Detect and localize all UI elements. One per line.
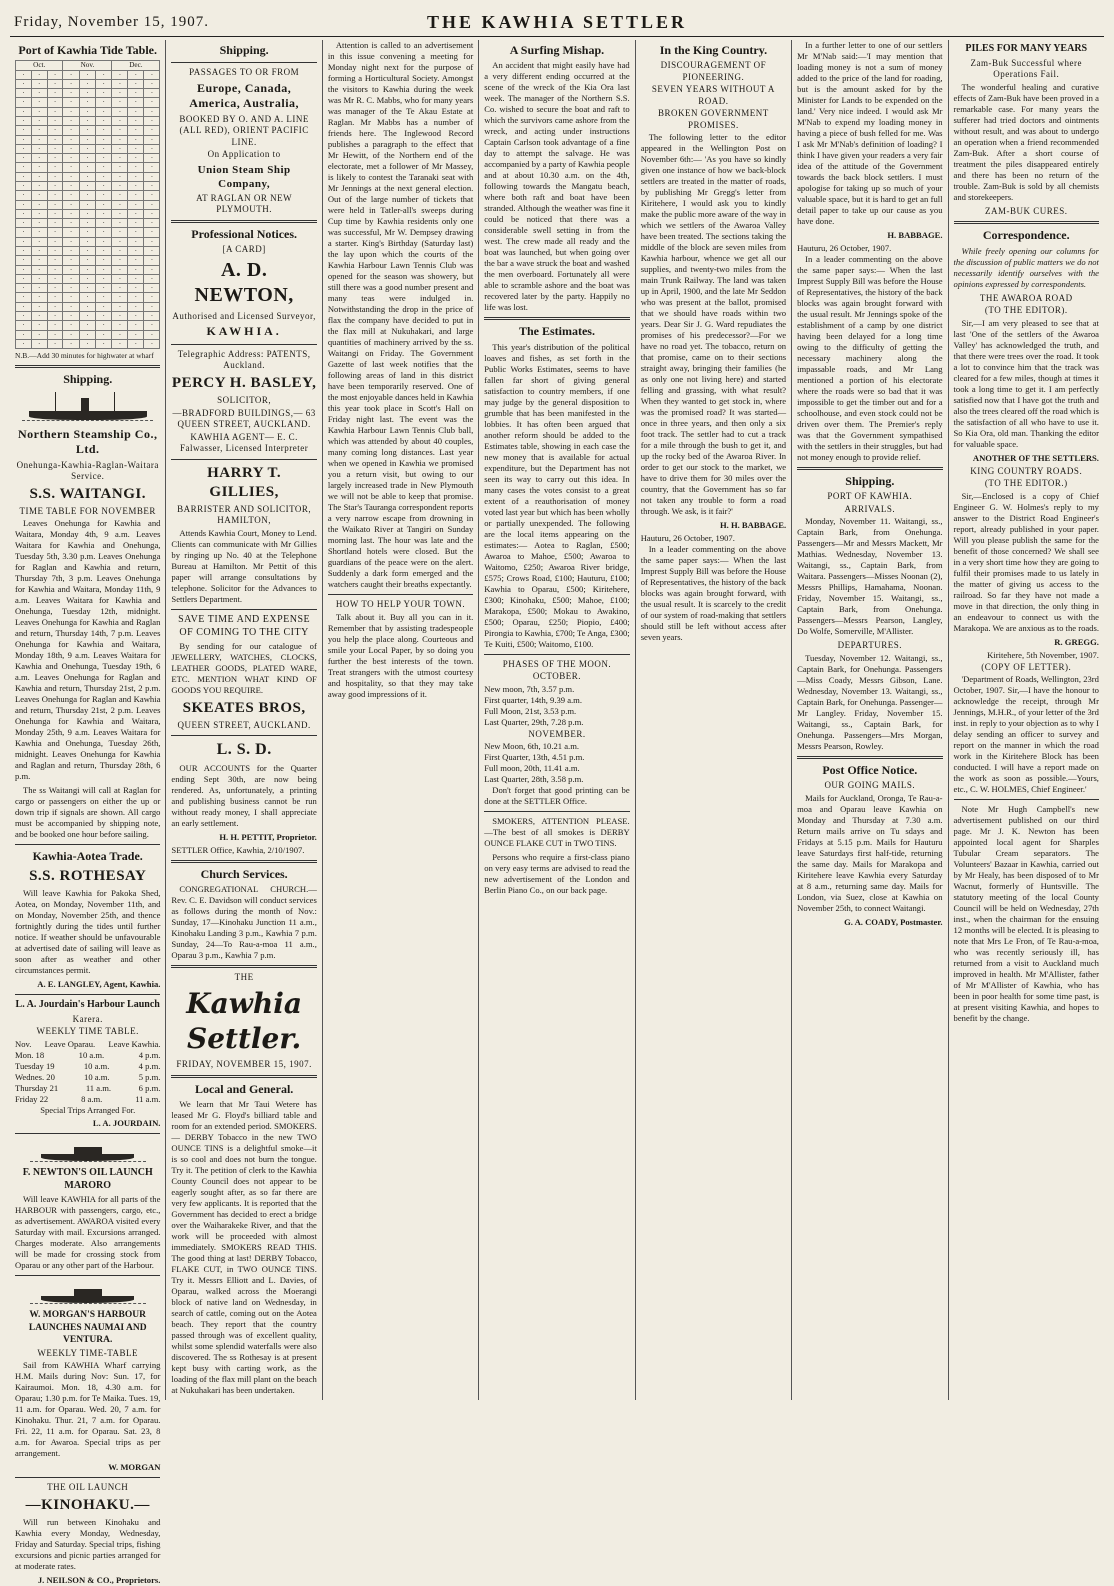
skeates-name: SKEATES BROS, (182, 699, 306, 716)
divider (797, 756, 942, 759)
king-country-leader: In a leader commenting on the above the same paper says:— When the last Imprest Supply Bill was before the House of Representatives, the history of the back blocks was again brought forward, with the usual result. It is scarcely to the credit of our system of road-making that settlers should still be left without access after seven years. (640, 544, 787, 643)
morgan-signature: W. MORGAN (108, 1462, 161, 1473)
moon-note: Don't forget that good printing can be done at the SETTLER Office. (484, 785, 630, 807)
tide-row: · · · · · · · · · (16, 246, 160, 255)
schedule-cell: Wednes. 20 (15, 1071, 55, 1082)
special-trips: Special Trips Arranged For. (40, 1104, 136, 1115)
basley-agent: KAWHIA AGENT— E. C. Falwasser, Licensed Interpreter (179, 431, 309, 454)
smokers-notice: SMOKERS, ATTENTION PLEASE. —The best of all smokes is DERBY OUNCE FLAKE CUT in TWO TINS. (484, 816, 630, 849)
morgan-timetable-heading: WEEKLY TIME-TABLE (37, 1347, 139, 1358)
kinohaku-heading: THE OIL LAUNCH (47, 1482, 129, 1493)
tide-row: · · · · · · · · · (16, 228, 160, 237)
moon-phase: Last Quarter, 28th, 3.58 p.m. (484, 774, 584, 785)
tide-row: · · · · · · · · · (16, 339, 160, 348)
tide-month-oct: Oct. (16, 61, 63, 70)
column-4 (478, 40, 634, 1400)
schedule-cell: Thursday 21 (15, 1082, 59, 1093)
tide-row: · · · · · · · · · (16, 311, 160, 320)
basley-name: PERCY H. BASLEY, (171, 374, 317, 391)
schedule-cell: 8 a.m. (81, 1093, 103, 1104)
shipping-note: The ss Waitangi will call at Raglan for cargo or passengers on either the up or down trip if signals are shown. All cargo must be accompanied by shipping note, and be booked one hour before sailing. (15, 785, 161, 840)
gillies-body: Attends Kawhia Court, Money to Lend. Clients can communicate with Mr Gillies by ringing up No. 40 at the Telephone Bureau at Hamilton. Mr Pettit of this paper will arrange consultations by telephone. Solicitor for the Advances to Settlers Department. (171, 527, 317, 604)
tide-row: · · · · · · · · · (16, 209, 160, 218)
kinohaku-signature: J. NEILSON & CO., Proprietors. (37, 1575, 161, 1586)
moon-november: NOVEMBER. (528, 728, 586, 739)
divider (15, 994, 160, 995)
surfing-heading: A Surfing Mishap. (509, 43, 605, 57)
correspondence-note: While freely opening our columns for the discussion of public matters we do not necessarily identify ourselves with the opinions expressed by correspondents. (953, 245, 1099, 289)
schedule-cell: Leave Kawhia. (108, 1038, 161, 1049)
king-roads-place: Kiritehere, 5th November, 1907. (987, 649, 1099, 660)
lsd-heading: L. S. D. (216, 741, 272, 759)
tide-row: · · · · · · · · · (16, 293, 160, 302)
piles-heading: PILES FOR MANY YEARS (965, 43, 1088, 54)
launch-maroro-body: Will leave KAWHIA for all parts of the HARBOUR with passengers, cargo, etc., as advertisement. AWAROA visited every Saturday with mail. Excursions arranged. Charges moderate. Also arrangements will be made for crossing stock from Oparau or any other part of the Harbour. (15, 1194, 161, 1271)
schedule-cell: Mon. 18 (15, 1049, 45, 1060)
tide-row: · · · · · · · · · (16, 135, 160, 144)
king-roads-sub: (TO THE EDITOR.) (984, 478, 1068, 489)
church-body: CONGREGATIONAL CHURCH.—Rev. C. E. Davidson will conduct services as follows during the month of Nov.: Sunday, 17—Kinohaku Junction 11 a.m., Kinohaku Landing 3 p.m., Kawhia 7 p.m. Sunday, 24—To Rau-a-moa 11 a.m., Oparau 3 p.m., Kawhia 7 p.m. (171, 884, 317, 961)
tide-row: · · · · · · · · · (16, 172, 160, 181)
schedule-cell: 11 a.m. (135, 1093, 161, 1104)
launch-maroro-heading: F. NEWTON'S OIL LAUNCH MARORO (22, 1166, 153, 1191)
newton-place: KAWHIA. (206, 324, 282, 339)
paper-title: THE KAWHIA SETTLER (426, 12, 688, 32)
schedule-cell: 5 p.m. (138, 1071, 161, 1082)
correspondence-heading: Correspondence. (982, 228, 1070, 243)
flag-the: THE (234, 972, 254, 983)
post-office-heading: Post Office Notice. (822, 762, 918, 777)
timetable-body: Leaves Onehunga for Kawhia and Waitara, Monday 4th, 9 a.m. Leaves Waitara for Kawhia and Onehunga, Tuesday 5th, 3.30 p.m. Leaves Onehunga for Raglan and Kawhia and return, Thursday 7th, 3 p.m. Leaves Onehunga for Kawhia and Waitara, Monday 11th, 9 a.m. Leaves Waitara for Kawhia and Onehunga, Tuesday 12th, midnight. Leaves Onehunga for Kawhia and Raglan and return, Thursday 14th, 7 p.m. Leaves Onehunga for Kawhia and Waitara, Monday 18th, 9 a.m. Leaves Waitara for Kawhia and Onehunga, Tuesday 19th, 6 a.m. Leaves Onehunga for Raglan and Kawhia and return, Thursday 21st, 2 p.m. Leaves Onehunga for Raglan and Kawhia and return, Thursday 21st, 2 p.m. Leaves Onehunga for Kawhia and Waitara, Monday 25th, 9 a.m. Leaves Waitara for Kawhia and Onehunga, Tuesday 26th, midnight. Leaves Onehunga for Kawhia and Raglan and return, Thursday 28th, 6 p.m. (15, 518, 161, 782)
column-6 (791, 40, 947, 1400)
tide-row: · · · · · · · · · (16, 191, 160, 200)
column-3-body: Attention is called to an advertisement in this issue convening a meeting for Monday night next for the purpose of forming a Horticultural Society. Amongst the visitors to Kawhia during the week was Mr R. C. Mabbs, who for many years was manager of the Te Akau Estate at Raglan. Mr Mabbs has a number of friends here. The Inglewood Record publishes a paragraph to the effect that Mr Hewitt, of the Northern end of the electorate, met a follower of Mr Massey, is likely to contest the Taranaki seat with Mr Jennings at the next general election. Out of the large number of tickets that were held in Tatler-all's sweeps during Cup time by Kawhia residents only one was successful, Mr W. Dempsey drawing a starter. King's Birthday (Saturday last) the lay upon which the courts of the Kawhia Harbour Lawn Tennis Club was opened for the season was showery, but still there was a good number present and many teas were indulged in. Notwithstanding the drop in the price of flax the company have decided to put in the flax mill at Nukuhakari, and large quantities of machinery arrived by the ss. Waitangi on Friday. The Government Gazette of last week notifies that the following areas of land in this district have been temporarily reserved. One of the most enjoyable dances held in Kawhia this year took place in Scott's Hall on Friday night last. The event was the Kawhia Harbour Lawn Tennis Club ball, which was attended by about 40 couples, many coming long distances. Last year when we opened in Kawhia we promised you a return visit, but owing to our largely increased trade in New Plymouth we will not be able to keep that promise. The Star's Tauranga correspondent reports a very narrow escape from drowning in the Waikato River at Tangiri on Sunday morning last. The hour was late and the Shortland hotels were closed. But the guardians of the peace were on the alert. Suddenly a dark form emerged and the watchers caught their breaths expectantly. (327, 40, 474, 589)
king-roads-body: Sir,—Enclosed is a copy of Chief Engineer G. W. Holmes's reply to my answer to the District Road Engineer's report, already published in your paper. Will you please publish the same for the benefit of those concerned? We shall see in a very short time how they are going to fulfil their promises made to us lately in the matter of giving us access to the railroad. So far they have not made a move in that direction, the only thing in an endeavour to connect us with the Marakopa. We are anxious as to the roads. (953, 490, 1099, 633)
tide-row: · · · · · · · · · (16, 154, 160, 163)
tide-row: · · · · · · · · · (16, 144, 160, 153)
tide-table-heading: Port of Kawhia Tide Table. (18, 43, 157, 57)
shipping-heading: Shipping. (63, 371, 113, 386)
morgan-timetable-body: Sail from KAWHIA Wharf carrying H.M. Mails during Nov: Sun. 17, for Kairaumoi. Mon. 18, 4.30 a.m. for Oparau; 1.30 p.m. for Te Maika. Tues. 19, 11 a.m. for Oparau. Wed. 20, 7 a.m. for Kinohaku. Thur. 21, 7 a.m. for Oparau. Fri. 22, 11 a.m. for Oparau. Sat. 23, 8 a.m. for Awaroa. Special trips as per arrangement. (15, 1360, 161, 1459)
copy-heading: (COPY OF LETTER). (981, 661, 1072, 672)
launch-karera-name: Karera. (72, 1013, 103, 1024)
post-office-sub: OUR GOING MAILS. (824, 780, 916, 791)
moon-phase: Full Moon, 21st, 3.53 p.m. (484, 705, 577, 716)
divider (954, 799, 1099, 800)
schedule-row (15, 1061, 160, 1072)
masthead (10, 6, 1104, 37)
schedule-cell: 11 a.m. (85, 1082, 112, 1093)
moon-phase: New Moon, 6th, 10.21 a.m. (484, 741, 580, 752)
estimates-body: This year's distribution of the political loaves and fishes, as set forth in the Public Works Estimates, seems to have fallen far short of giving general satisfaction to country members, if one may judge by the general disposition to grumble that has been manifested in the lobbies. It has often been argued that another reform should be added to the Estimates table, showing in each case the new money that is available for actual expenditure, but the Department has not seen its way to carry out this idea. In many cases the votes consist to a great extent of a reauthorisation of money voted last year but which has been wholly or partially unexpended. The following are the local items appearing on the estimates:— Aotea to Raglan, £500; Awaroa to Mahoe, £500; Awaroa to Waitomo, £250; Awaroa River bridge, £575; Crows Road, £100; Hauturu, £100; Kawhia to Oparau, £500; Kiritehere, £300; Kinohaku, £500; Mahoe, £100; Marakopa, £500; Mokau to Awakino, £500; Oparau, £250; Piopio, £400; Pirongia to Kawhia, £700; Te Anga, £300; Te Kuiti, £500; Waitomo, £100. (484, 341, 630, 649)
local-notes: Note Mr Hugh Campbell's new advertisement published on our third page. Mr J. K. Newton has been appointed local agent for Sharples Tubular Cream separators. The Volunteers' Bazaar in Kawhia, carried out by Mr Healy, has been disposed of to Mr Wacnut, formerly of Huntsville. The statutory meeting of the local County Council will be held on Wednesday, 27th inst., when the chairman for the ensuing 12 months will be elected. It is pleasing to note that Mrs Le Fron, of Te Rau-a-moa, who was recently seriously ill, has returned from a visit to Auckland much improved in health. Mr M'Allister, father of Mr M'Allister of Kawhia, who has been in poor health for some time past, is at present visiting Kawhia, and hopes to benefit by the change. (953, 804, 1099, 1024)
passages-heading: PASSAGES TO OR FROM (189, 67, 300, 78)
divider (484, 811, 629, 812)
moon-phase: Full moon, 20th, 11.41 a.m. (484, 763, 580, 774)
divider (797, 467, 942, 470)
professional-notices-heading: Professional Notices. (191, 226, 298, 241)
departures-body: Tuesday, November 12. Waitangi, ss., Captain Bark, for Onehunga. Passengers—Miss Coady, Messrs Gibson, Lane. Wednesday, November 13. Waitangi, ss., Captain Bark, for Onehunga. Passenger—Mr Langley. Friday, November 15. Waitangi, ss., Captain Bark, for Onehunga. Passengers—Mrs Morgan, Messrs Pearson, Rowley. (797, 652, 943, 751)
trade-signature: A. E. LANGLEY, Agent, Kawhia. (37, 979, 161, 990)
tide-row: · · · · · · · · · (16, 237, 160, 246)
moon-november-list (484, 741, 629, 785)
divider (171, 609, 316, 610)
schedule-cell: 10 a.m. (83, 1060, 110, 1071)
skeates-heading: SAVE TIME AND EXPENSE OF COMING TO THE CITY (178, 613, 311, 638)
trade-vessel: S.S. ROTHESAY (29, 867, 147, 884)
basley-title: SOLICITOR, (217, 395, 272, 405)
vessel-name: S.S. WAITANGI. (29, 485, 146, 502)
basley-address: —BRADFORD BUILDINGS,— 63 QUEEN STREET, AUCKLAND. (172, 407, 316, 430)
leader-comment: In a leader commenting on the above the same paper says:— When the last Imprest Supply Bill was before the House of Representatives, the history of the back blocks was again brought forward with the usual result. Mr Jennings spoke of the establishment of a camp by one district having been delayed for a long time owing to the difficulty of getting the necessary machinery along the impassable roads, and Mr Lang mentioned a portion of his electorate where the roads were so bad that it was impossible to get the timber out and for a schoolhouse, and even stock could not be driven over them. The Premier's reply was that the Government sympathised with the settlers in their struggles, but had not money enough to provide relief. (797, 254, 943, 462)
post-office-signature: G. A. COADY, Postmaster. (844, 916, 943, 927)
tide-row: · · · · · · · · · (16, 98, 160, 107)
gillies-name: HARRY T. GILLIES, (207, 464, 282, 500)
letter-continued: In a further letter to one of our settlers Mr M'Nab said:—'I may mention that loading money is not a sum of money added to the price of the land for roading, but is the amount asked for by the Minister for Lands to be expended on the land.' Very nice indeed. I would ask Mr M'Nab to expend my loading money in having a piece of bush felled for me. Was I ask Mr M'Nab's definition of loading? I think I have given your readers a very fair idea of the attitude of the Government towards the back block settlers. I must apologise for taking up so much of your valuable space, but it is hard to get an full detail paper to take up our cause as you have done. (797, 40, 943, 226)
tide-row: · · · · · · · · · (16, 256, 160, 265)
divider (171, 459, 316, 460)
launch-karera-heading: L. A. Jourdain's Harbour Launch (15, 999, 160, 1011)
awaroa-body: Sir,—I am very pleased to see that at last 'One of the settlers of the Awaroa Valley' has acknowledged the truth, and that there were trees over the road. It took a lot to convince him that the track was cleared for a few miles, though at times it took a long time to get it. I am perfectly satisfied now that I have got the truth and also the trees cleared off the road which is the satisfaction of all who have to use it. So Kia Ora, old man. Thanking the editor for valuable space. (953, 317, 1099, 449)
king-country-sub3: BROKEN GOVERNMENT PROMISES. (658, 108, 769, 130)
tide-row: · · · · · · · · · (16, 126, 160, 135)
schedule-cell: 4 p.m. (138, 1049, 161, 1060)
arrivals-body: Monday, November 11. Waitangi, ss., Captain Bark, from Onehunga. Passengers—Mr and Messrs Mackett, Mr Mathias. Wednesday, November 13. Waitangi, ss., Captain Bark, from Waitara. Passengers—Misses Noonan (2), Messrs Phillips, Hamahama, Noonan. Friday, November 15. Waitangi, ss., Captain Bark, from Onehunga. Passengers—Messrs Pearson, Langley, Do Wolfe, Somerville, M'Allister. (797, 516, 943, 637)
schedule-cell: Friday 22 (15, 1093, 49, 1104)
flag-title: Kawhia Settler. (186, 986, 302, 1056)
launch-illustration (30, 1138, 146, 1164)
surfing-body: An accident that might easily have had a very different ending occurred at the scene of the wreck of the Kia Ora last week. The manager of the Northern S.S. Co. wished to secure the boat and raft to which the survivors came ashore from the wreck, and acting under instructions Captain Carlson took advantage of a fine day to attempt the salvage. He was accompanied by a party of Kawhia people and at about 10.30 a.m. on the 4th, following towards the Mangatu beach, where both raft and boat have been stranded. Although the weather was fine it could be noticed that there was a considerable swell setting in from the west. The crew made all ready and the boat was launched, but when going over the bar a wave struck the boat and washed the men overboard. Fortunately all were able to scramble ashore and the boat was recovered later by the party. Happily no life was lost. (484, 60, 630, 313)
steamship-illustration (22, 390, 153, 424)
tide-row: · · · · · · · · · (16, 117, 160, 126)
lsd-body: OUR ACCOUNTS for the Quarter ending Sept 30th, are now being rendered. As, unfortunately, a printing and publishing business cannot be run without ready money, I shall appreciate an early settlement. (171, 762, 317, 828)
divider (15, 1133, 160, 1134)
morgan-launches-heading: W. MORGAN'S HARBOUR LAUNCHES NAUMAI AND VENTURA. (28, 1310, 147, 1345)
king-country-sub1: DISCOURAGEMENT OF PIONEERING. (660, 60, 767, 82)
schedule-row (15, 1083, 160, 1094)
trade-body: Will leave Kawhia for Pakoka Shed, Aotea, on Monday, November 11th, and on Monday, November 25th, and thence fortnightly during the tides until further notice. If weather should be unfavourable at advertised date of sailing will leave as soon after as weather and other circumstances permit. (15, 888, 161, 976)
estimates-heading: The Estimates. (518, 324, 595, 339)
tide-row: · · · · · · · · · (16, 330, 160, 339)
letter-place: Hauturu, 26 October, 1907. (797, 243, 892, 253)
tide-row: · · · · · · · · · (16, 265, 160, 274)
schedule-cell: Tuesday 19 (15, 1060, 55, 1071)
moon-heading: PHASES OF THE MOON. (502, 658, 612, 669)
schedule-row (15, 1050, 160, 1061)
telegraphic-address: Telegraphic Address: PATENTS, Auckland. (177, 348, 311, 371)
letter-signature: H. BABBAGE. (887, 230, 943, 240)
divider (171, 220, 316, 223)
piano-notice: Persons who require a first-class piano on very easy terms are advised to read the new advertisement of the London and Berlin Piano Co., on our back page. (484, 852, 630, 896)
king-country-signature: H. H. BABBAGE. (719, 520, 787, 531)
king-country-body: The following letter to the editor appeared in the Wellington Post on November 6th:— 'As you have so kindly given one instance of how we back-block settlers are treated in the matter of roads, by publishing Mr Gregg's letter from Kiritehere, I would ask you to kindly make the public more aware of the way in which we settlers of the Awaroa Valley have been treated. The sections taking the middle of the block are seven miles from Kawhia harbour, whence we get all our supplies, and twenty-two miles from the main Trunk Railway. The land was taken up in April, 1900, and the late Mr Seddon who was present at the ballot, promised that we should have roads within two years. Dear Sir J. G. Ward repudiates the promises of his predecessor?—For we have no road yet. The tobacco, return on that promise, came on to their sections straight away, bringing their families (he as only one not living here) and started felling and grassing, with what result? When they wanted to get stock in, where was the promised road? It was started—once in three years, and then only a six foot track. The settler had to cut a track for a mile through the bush to get it, and up the rocky bed of the Awaroa River. In order to get our stock to the market, we have to drive them for 30 miles over the country, that the Government has so far not taken any trouble to form a road through. We ask, is it fair?' (640, 132, 787, 517)
tide-row: · · · · · · · · · (16, 284, 160, 293)
moon-october-list (484, 684, 629, 728)
tide-row: · · · · · · · · · (16, 219, 160, 228)
lsd-office: SETTLER Office, Kawhia, 2/10/1907. (171, 844, 305, 855)
column-2 (165, 40, 321, 1400)
shipping-heading: Shipping. (845, 474, 895, 488)
newton-name: A. D. NEWTON, (194, 258, 294, 307)
king-roads-signature: R. GREGG. (1054, 636, 1099, 647)
how-to-help-body: Talk about it. Buy all you can in it. Remember that by assisting tradespeople you help the place along. Courteous and smile your Local Paper, by so doing you further the best interests of the town. Treat strangers with the utmost courtesy and hospitality, so that they may take away good impressions of it. (327, 611, 474, 699)
kinohaku-body: Will run between Kinohaku and Kawhia every Monday, Wednesday, Friday and Saturday. Special trips, fishing excursions and picnic parties arranged for at moderate rates. (15, 1517, 161, 1572)
kinohaku-name: —KINOHAKU.— (25, 1496, 150, 1513)
tide-row: · · · · · · · · · (16, 321, 160, 330)
divider (15, 1275, 160, 1276)
tide-row: · · · · · · · · · (16, 107, 160, 116)
schedule-row (15, 1072, 160, 1083)
gillies-title: BARRISTER AND SOLICITOR, HAMILTON, (177, 503, 312, 526)
union-company: Union Steam Ship Company, (197, 163, 291, 190)
local-heading: Local and General. (194, 1081, 294, 1096)
booking-lines: BOOKED BY O. AND A. LINE (ALL RED), ORIENT PACIFIC LINE. (179, 113, 309, 147)
schedule-cell: 10 a.m. (84, 1071, 110, 1082)
awaroa-sub: (TO THE EDITOR). (984, 305, 1068, 316)
special-signature: L. A. JOURDAIN. (92, 1117, 161, 1128)
tide-row: · · · · · · · · · (16, 200, 160, 209)
newton-title: Authorised and Licensed Surveyor, (172, 310, 316, 321)
departures-heading: DEPARTURES. (837, 640, 903, 651)
timetable-heading: TIME TABLE FOR NOVEMBER (19, 505, 156, 516)
schedule-cell: 4 p.m. (138, 1060, 161, 1071)
king-roads-heading: KING COUNTRY ROADS. (970, 465, 1083, 476)
moon-phase: First quarter, 14th, 9.39 a.m. (484, 694, 583, 705)
king-country-sub2: SEVEN YEARS WITHOUT A ROAD. (651, 84, 775, 106)
lsd-signature: H. H. PETTIT, Proprietor. (219, 831, 317, 842)
shipping-heading: Shipping. (219, 43, 269, 57)
column-1 (10, 40, 165, 1586)
tide-row: · · · · · · · · · (16, 274, 160, 283)
divider (15, 844, 160, 845)
moon-phase: Last Quarter, 29th, 7.28 p.m. (484, 716, 584, 727)
divider (15, 1477, 160, 1478)
schedule-cell: Leave Oparau. (44, 1038, 96, 1049)
flag-date: FRIDAY, NOVEMBER 15, 1907. (176, 1059, 312, 1070)
tide-row: · · · · · · · · · (16, 70, 160, 79)
skeates-address: QUEEN STREET, AUCKLAND. (177, 719, 311, 730)
tide-table (15, 60, 160, 349)
divider (171, 735, 316, 736)
king-country-heading: In the King Country. (659, 43, 768, 57)
tide-row: · · · · · · · · · (16, 302, 160, 311)
awaroa-heading: THE AWAROA ROAD (979, 292, 1073, 303)
awaroa-signature: ANOTHER OF THE SETTLERS. (972, 452, 1099, 463)
company-name: Northern Steamship Co., Ltd. (17, 427, 158, 457)
local-body: We learn that Mr Taui Wetere has leased Mr G. Floyd's billiard table and room for an extended period. SMOKERS. — DERBY Tobacco in the new TWO OUNCE TINS is a delightful smoke—it is so cool and does not burn the tongue. Try it. The petition of clerk to the Kawhia County Council does not appear to be eagerly sought after, as so far there are very few applicants. It is reported that the Government has decided to erect a bridge over the Waiharakeke River, and that the work will be proceeded with almost immediately. SMOKERS READ THIS. The good thing at last! DERBY Tobacco, FLAKE CUT, in TWO OUNCE TINS. Try it. Messrs Elliott and L. Davies, of Oparau, walked across the Moerangi block of native land on Wednesday, in search of cattle, coming out on the Aotea beach. They report that the country passed through was of excellent quality, whilst some splendid waterfalls were also discovered. The ss Rothesay is at present kept busy with carting work, as the loading of the flax mill plant on the beach at Nukuhakari has been undertaken. (171, 1099, 317, 1396)
schedule-cell: 10 a.m. (78, 1049, 105, 1060)
divider (171, 965, 316, 968)
column-7 (948, 40, 1104, 1400)
columns (10, 40, 1104, 1586)
schedule-row (15, 1094, 160, 1105)
tide-row: · · · · · · · · · (16, 79, 160, 88)
church-heading: Church Services. (200, 866, 288, 881)
tide-row: · · · · · · · · · (16, 89, 160, 98)
divider (328, 594, 473, 595)
column-5 (635, 40, 791, 1400)
divider (484, 317, 629, 320)
launch-illustration (30, 1280, 146, 1306)
divider (15, 365, 160, 368)
piles-sub: Zam-Buk Successful where Operations Fail. (970, 57, 1082, 80)
king-country-place: Hauturu, 26 October, 1907. (640, 533, 735, 544)
trade-heading: Kawhia-Aotea Trade. (32, 849, 143, 864)
divider (171, 1075, 316, 1078)
copy-body: 'Department of Roads, Wellington, 23rd October, 1907. Sir,—I have the honour to acknowledge the receipt, through Mr Jennings, M.H.R., of your letter of the 3rd inst. in reply to your objection as to why I delay sending an officer to survey and report on the manner in which the road work in the Kiritehere Block has been conducted. I will have a report made on the work as soon as possible.—Yours, etc., C. W. HOLMES, Chief Engineer.' (953, 674, 1099, 795)
card-label: [A CARD] (222, 244, 266, 255)
moon-phase: New moon, 7th, 3.57 p.m. (484, 683, 575, 694)
divider (171, 860, 316, 863)
destinations: Europe, Canada, America, Australia, (189, 80, 300, 111)
post-office-body: Mails for Auckland, Oronga, Te Rau-a-moa and Oparau leave Kawhia on Monday and Thursday at 7.30 a.m. Return mails arrive on Tu sdays and Fridays at 5.15 p.m. Mails for Hauturu leave Saturdays first half-tide, returning the same day. Mails for Marakopa and Kiritehere leave Kawhia every Saturday at 8 a.m., returning same day. Mails for London, via Suez, close at Kawhia on November 25th, to connect Waitangi. (797, 792, 943, 913)
skeates-body: By sending for our catalogue of JEWELLERY, WATCHES, CLOCKS, LEATHER GOODS, PLATED WARE, ETC. MENTION WHAT KIND OF GOODS YOU REQUIRE. (171, 640, 317, 695)
weekly-heading: WEEKLY TIME TABLE. (36, 1026, 139, 1037)
tide-row: · · · · · · · · · (16, 182, 160, 191)
schedule-cell: Nov. (15, 1038, 32, 1049)
piles-body: The wonderful healing and curative effects of Zam-Buk have been proved in a remarkable case. For many years the sufferer had tried doctors and ointments without result, and was about to undergo an operation when a friend recommended Zam-Buk. After a short course of treatment the piles disappeared entirely and there has been no return of the trouble. Zam-Buk is sold by all chemists and storekeepers. (953, 81, 1099, 202)
launch-schedule (15, 1039, 160, 1105)
tide-row: · · · · · · · · · (16, 163, 160, 172)
issue-date: Friday, November 15, 1907. (14, 14, 209, 30)
tide-note: N.B.—Add 30 minutes for highwater at wharf (15, 351, 154, 361)
apply-text: On Application to (207, 149, 281, 160)
column-3 (322, 40, 478, 1400)
tide-month-nov: Nov. (63, 61, 112, 70)
port-heading: PORT OF KAWHIA. (827, 491, 913, 502)
union-ports: AT RAGLAN OR NEW PLYMOUTH. (196, 192, 293, 215)
divider (171, 344, 316, 345)
how-to-help-heading: HOW TO HELP YOUR TOWN. (335, 599, 466, 609)
moon-october: OCTOBER. (532, 671, 582, 682)
arrivals-heading: ARRIVALS. (844, 503, 896, 514)
divider (171, 62, 316, 63)
schedule-cell: 6 p.m. (138, 1082, 161, 1093)
divider (484, 654, 629, 655)
divider (954, 221, 1099, 224)
schedule-row (15, 1039, 160, 1050)
moon-phase: First Quarter, 13th, 4.51 p.m. (484, 752, 585, 763)
tide-month-dec: Dec. (112, 61, 160, 70)
piles-foot: ZAM-BUK CURES. (984, 205, 1068, 216)
service-route: Onehunga-Kawhia-Raglan-Waitara Service. (16, 459, 159, 482)
